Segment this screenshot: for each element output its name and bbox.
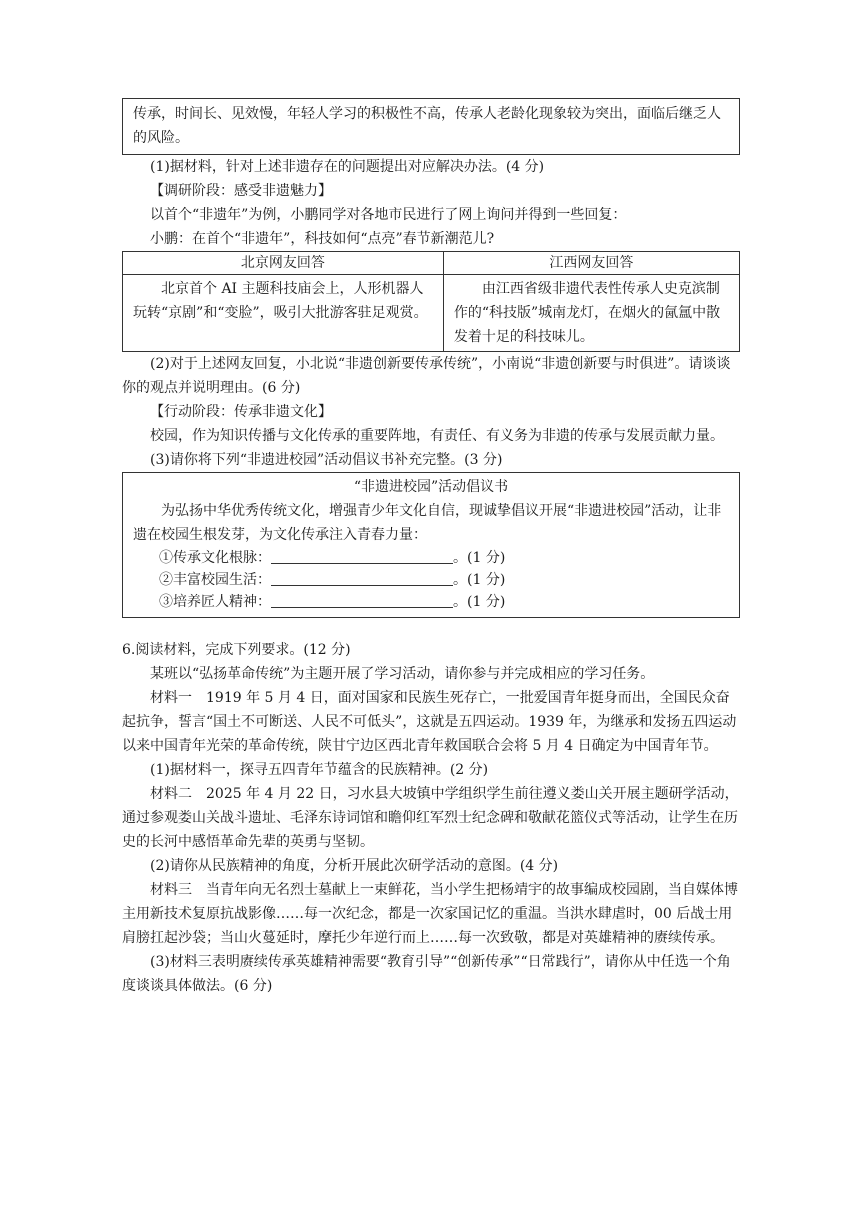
- table-header-jiangxi: 江西网友回答: [443, 252, 739, 275]
- proposal-title: “非遗进校园”活动倡议书: [353, 479, 509, 495]
- action-text: 校园，作为知识传播与文化传承的重要阵地，有责任、有义务为非遗的传承与发展贡献力量。: [150, 428, 724, 444]
- question-line: 小鹏：在首个“非遗年”，科技如何“点亮”春节新潮范儿?: [150, 231, 495, 247]
- proposal-item-2: [133, 569, 729, 591]
- answer-blank-2[interactable]: [271, 569, 453, 586]
- proposal-item-2-label: ②丰富校园生活：: [159, 572, 271, 588]
- proposal-item-1-label: ①传承文化根脉：: [159, 550, 271, 566]
- proposal-item-1-suffix: 。(1 分): [453, 550, 506, 566]
- question-6-title: 6.阅读材料，完成下列要求。(12 分): [122, 642, 351, 658]
- proposal-item-2-suffix: 。(1 分): [453, 572, 506, 588]
- exam-page: [122, 98, 740, 998]
- top-box-text: 传承，时间长、见效慢，年轻人学习的积极性不高，传承人老龄化现象较为突出，面临后继乏人的风险。: [133, 106, 721, 146]
- material-2: 材料二 2025 年 4 月 22 日，习水县大坡镇中学组织学生前往遵义娄山关开展主题研学活动，通过参观娄山关战斗遗址、毛泽东诗词馆和瞻仰红军烈士纪念碑和敬献花篮仪式等活动，让学生在历史的长河中感悟革命先辈的英勇与坚韧。: [122, 786, 739, 850]
- stage-research-heading: 【调研阶段：感受非遗魅力】: [150, 183, 332, 199]
- question-5-1: (1)据材料，针对上述非遗存在的问题提出对应解决办法。(4 分): [150, 159, 545, 175]
- question-5-3: (3)请你将下列“非遗进校园”活动倡议书补充完整。(3 分): [150, 452, 503, 468]
- proposal-item-1: [133, 547, 729, 569]
- research-intro: 以首个“非遗年”为例，小鹏同学对各地市民进行了网上询问并得到一些回复：: [150, 207, 627, 223]
- proposal-item-3: [133, 591, 729, 613]
- question-6-3: (3)材料三表明赓续传承英雄精神需要“教育引导”“创新传承”“日常践行”，请你从中任选一个角度谈谈具体做法。(6 分): [122, 954, 731, 994]
- table-header-beijing: 北京网友回答: [123, 252, 444, 275]
- answer-blank-1[interactable]: [271, 547, 453, 564]
- table-cell-jiangxi: 由江西省级非遗代表性传承人史克滨制作的“科技版”城南龙灯，在烟火的氤氲中散发着十足的科技味儿。: [443, 275, 739, 352]
- material-1: 材料一 1919 年 5 月 4 日，面对国家和民族生死存亡，一批爱国青年挺身而出，全国民众奋起抗争，誓言“国土不可断送、人民不可低头”，这就是五四运动。1939 年，为继承和发扬五四运动以来中国青年光荣的革命传统，陕甘宁边区西北青年救国联合会将 5 月 4 日确定为中国青年节。: [122, 690, 737, 754]
- question-6-2: (2)请你从民族精神的角度，分析开展此次研学活动的意图。(4 分): [150, 858, 559, 874]
- question-6-1: (1)据材料一，探寻五四青年节蕴含的民族精神。(2 分): [150, 762, 489, 778]
- top-text-box: [122, 98, 740, 155]
- table-cell-beijing: 北京首个 AI 主题科技庙会上，人形机器人玩转“京剧”和“变脸”，吸引大批游客驻足观赏。: [123, 275, 444, 352]
- stage-action-heading: 【行动阶段：传承非遗文化】: [150, 404, 332, 420]
- proposal-box: [122, 472, 740, 618]
- proposal-item-3-suffix: 。(1 分): [453, 594, 506, 610]
- question-6-intro: 某班以“弘扬革命传统”为主题开展了学习活动，请你参与并完成相应的学习任务。: [150, 666, 655, 682]
- proposal-intro: 为弘扬中华优秀传统文化，增强青少年文化自信，现诚挚倡议开展“非遗进校园”活动，让非遗在校园生根发芽，为文化传承注入青春力量：: [133, 503, 722, 543]
- question-5-2: (2)对于上述网友回复，小北说“非遗创新要传承传统”，小南说“非遗创新要与时俱进”。请谈谈你的观点并说明理由。(6 分): [122, 356, 731, 396]
- material-3: 材料三 当青年向无名烈士墓献上一束鲜花，当小学生把杨靖宇的故事编成校园剧，当自媒体博主用新技术复原抗战影像……每一次纪念，都是一次家国记忆的重温。当洪水肆虐时，00 后战士用肩膀扛起沙袋；当山火蔓延时，摩托少年逆行而上……每一次致敬，都是对英雄精神的赓续传承。: [122, 882, 738, 946]
- replies-table: [122, 251, 740, 352]
- proposal-item-3-label: ③培养匠人精神：: [159, 594, 271, 610]
- answer-blank-3[interactable]: [271, 591, 453, 608]
